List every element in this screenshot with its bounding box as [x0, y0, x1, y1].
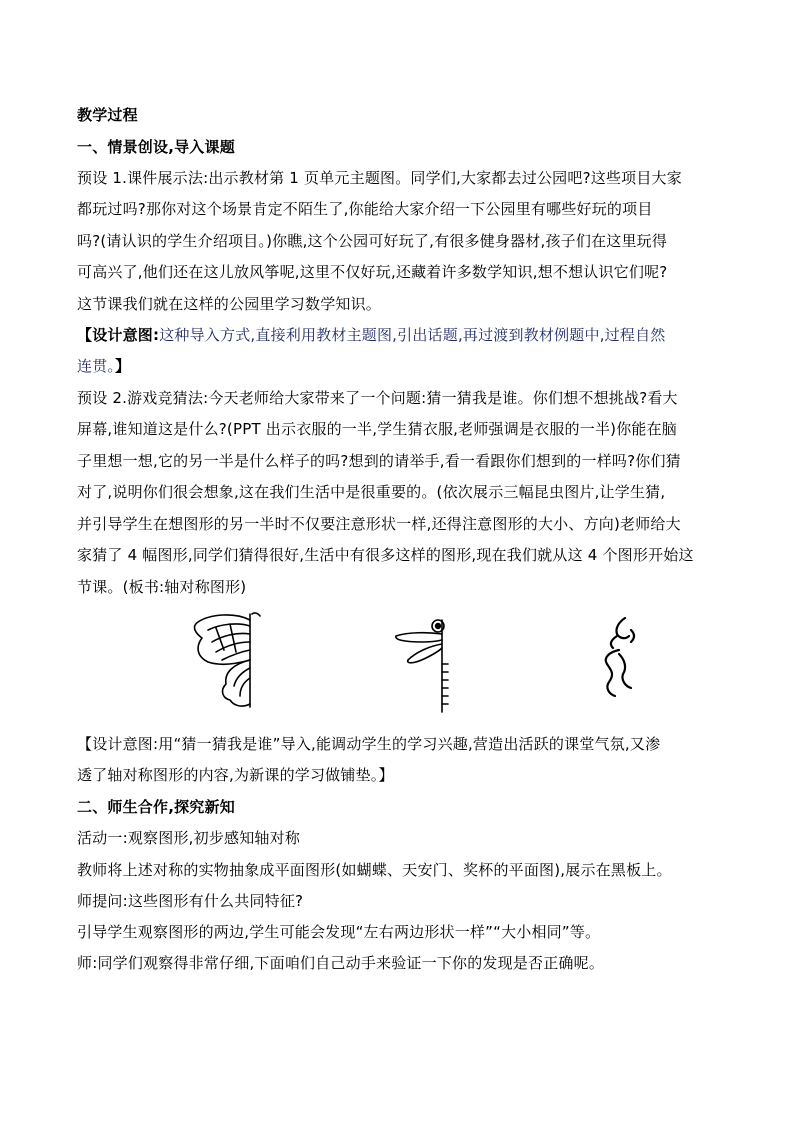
design-intent-1-close: 】	[115, 357, 131, 375]
body2-line: 师:同学们观察得非常仔细,下面咱们自己动手来验证一下你的发现是否正确呢。	[77, 954, 605, 972]
half-figures	[0, 612, 793, 712]
design-intent-2-line: 透了轴对称图形的内容,为新课的学习做铺垫。】	[77, 766, 394, 784]
design-intent-1	[77, 322, 665, 348]
design-intent-1-cont	[77, 353, 130, 379]
para2-line: 子里想一想,它的另一半是什么样子的吗?想到的请举手,看一看跟你们想到的一样吗?你们猜	[77, 452, 681, 470]
section-1-title: 一、情景创设,导入课题	[77, 138, 235, 156]
design-intent-2-line: 【设计意图:用“猜一猜我是谁”导入,能调动学生的学习兴趣,营造出活跃的课堂气氛,又渗	[77, 735, 661, 753]
half-butterfly-image	[190, 612, 262, 712]
body2-line: 教师将上述对称的实物抽象成平面图形(如蝴蝶、天安门、奖杯的平面图),展示在黑板上。	[77, 861, 672, 879]
design-intent-1-text-2: 连贯。	[77, 357, 116, 375]
section-2-title: 二、师生合作,探究新知	[77, 798, 235, 816]
design-intent-1-label: 【设计意图:	[77, 326, 160, 344]
para2-line: 家猜了 4 幅图形,同学们猜得很好,生活中有很多这样的图形,现在我们就从这 4 个图形开始这	[77, 546, 694, 564]
para2-line: 并引导学生在想图形的另一半时不仅要注意形状一样,还得注意图形的大小、方向)老师给大	[77, 515, 681, 533]
para1-line: 都玩过吗?那你对这个场景肯定不陌生了,你能给大家介绍一下公园里有哪些好玩的项目	[77, 200, 653, 218]
para1-line: 预设 1.课件展示法:出示教材第 1 页单元主题图。同学们,大家都去过公园吧?这些项目大家	[77, 169, 682, 187]
para1-line: 这节课我们就在这样的公园里学习数学知识。	[77, 295, 382, 313]
body2-line: 引导学生观察图形的两边,学生可能会发现“左右两边形状一样”“大小相同”等。	[77, 923, 601, 941]
body2-line: 活动一:观察图形,初步感知轴对称	[77, 829, 301, 847]
para2-line: 预设 2.游戏竞猜法:今天老师给大家带来了一个问题:猜一猜我是谁。你们想不想挑战?看大	[77, 389, 678, 407]
para1-line: 可高兴了,他们还在这儿放风筝呢,这里不仅好玩,还藏着许多数学知识,想不想认识它们呢?	[77, 263, 668, 281]
para2-line: 屏幕,谁知道这是什么?(PPT 出示衣服的一半,学生猜衣服,老师强调是衣服的一半)你能在脑	[77, 420, 677, 438]
para2-line: 节课。(板书:轴对称图形)	[77, 578, 247, 596]
body2-line: 师提问:这些图形有什么共同特征?	[77, 892, 304, 910]
para2-line: 对了,说明你们很会想象,这在我们生活中是很重要的。(依次展示三幅昆虫图片,让学生猜,	[77, 483, 666, 501]
half-dragonfly-image	[392, 614, 452, 714]
design-intent-1-text: 这种导入方式,直接利用教材主题图,引出话题,再过渡到教材例题中,过程自然	[159, 326, 666, 344]
half-insect-image	[595, 616, 639, 700]
lesson-heading: 教学过程	[77, 106, 138, 124]
para1-line: 吗?(请认识的学生介绍项目。)你瞧,这个公园可好玩了,有很多健身器材,孩子们在这里玩得	[77, 232, 668, 250]
